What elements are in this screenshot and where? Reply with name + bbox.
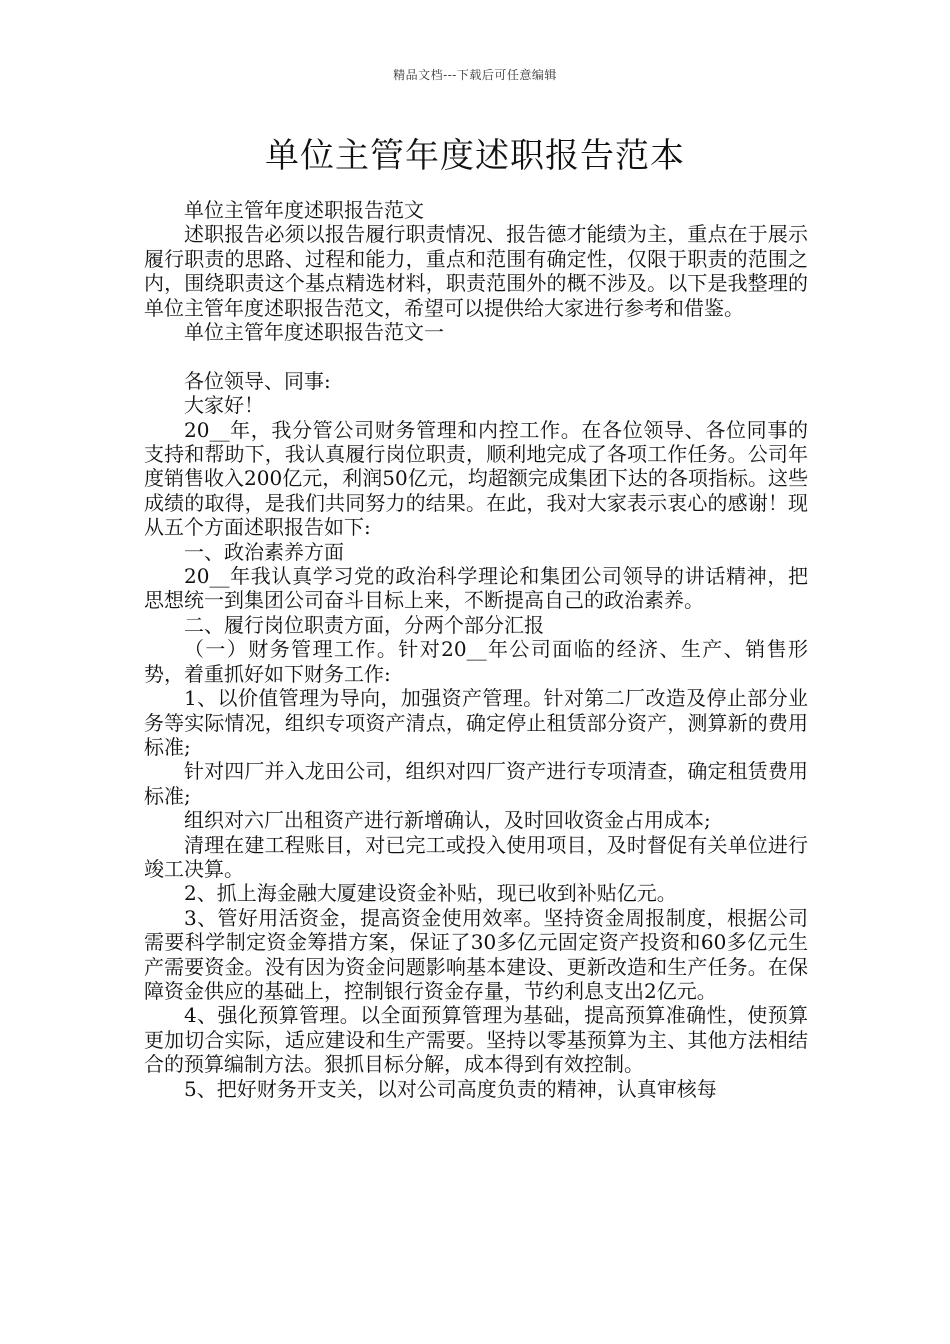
paragraph: 针对四厂并入龙田公司，组织对四厂资产进行专项清查，确定租赁费用标准; [144,759,808,808]
paragraph: （一）财务管理工作。针对20__年公司面临的经济、生产、销售形势，着重抓好如下财务工作: [144,637,808,686]
blank-line [144,344,808,368]
section-heading: 一、政治素养方面 [184,539,344,564]
paragraph: 各位领导、同事: [184,368,331,393]
paragraph: 述职报告必须以报告履行职责情况、报告德才能绩为主，重点在于展示履行职责的思路、过程和能力，重点和范围有确定性，仅限于职责的范围之内，围绕职责这个基点精选材料，职责范围外的概不涉及。以下是我整理的单位主管年度述职报告范文，希望可以提供给大家进行参考和借鉴。 [144,222,808,320]
document-title: 单位主管年度述职报告范本 [265,136,685,176]
paragraph: 3、管好用活资金，提高资金使用效率。坚持资金周报制度，根据公司需要科学制定资金筹措方案，保证了30多亿元固定资产投资和60多亿元生产需要资金。没有因为资金问题影响基本建设、更新改造和生产任务。在保障资金供应的基础上，控制银行资金存量，节约利息支出2亿元。 [144,905,808,1003]
paragraph: 单位主管年度述职报告范文 [184,198,424,222]
paragraph: 单位主管年度述职报告范文一 [184,320,444,345]
paragraph: 20__年，我分管公司财务管理和内控工作。在各位领导、各位同事的支持和帮助下，我认真履行岗位职责，顺利地完成了各项工作任务。公司年度销售收入200亿元，利润50亿元，均超额完成集团下达的各项指标。这些成绩的取得，是我们共同努力的结果。在此，我对大家表示衷心的感谢！现从五个方面述职报告如下: [144,417,808,540]
paragraph: 20__年我认真学习党的政治科学理论和集团公司领导的讲话精神，把思想统一到集团公司奋斗目标上来，不断提高自己的政治素养。 [144,564,808,613]
paragraph: 4、强化预算管理。以全面预算管理为基础，提高预算准确性，使预算更加切合实际，适应建设和生产需要。坚持以零基预算为主、其他方法相结合的预算编制方法。狠抓目标分解，成本得到有效控制。 [144,1003,808,1077]
paragraph: 2、抓上海金融大厦建设资金补贴，现已收到补贴亿元。 [184,881,677,906]
paragraph: 大家好！ [184,393,264,418]
section-heading: 二、履行岗位职责方面，分两个部分汇报 [184,612,544,637]
paragraph: 清理在建工程账目，对已完工或投入使用项目，及时督促有关单位进行竣工决算。 [144,832,808,881]
header-note: 精品文档---下载后可任意编辑 [393,68,557,82]
paragraph: 5、把好财务开支关，以对公司高度负责的精神，认真审核每 [184,1076,717,1101]
paragraph: 组织对六厂出租资产进行新增确认，及时回收资金占用成本; [184,808,711,833]
paragraph: 1、以价值管理为导向，加强资产管理。针对第二厂改造及停止部分业务等实际情况，组织专项资产清点，确定停止租赁部分资产，测算新的费用标准; [144,686,808,759]
document-body [144,198,808,1101]
